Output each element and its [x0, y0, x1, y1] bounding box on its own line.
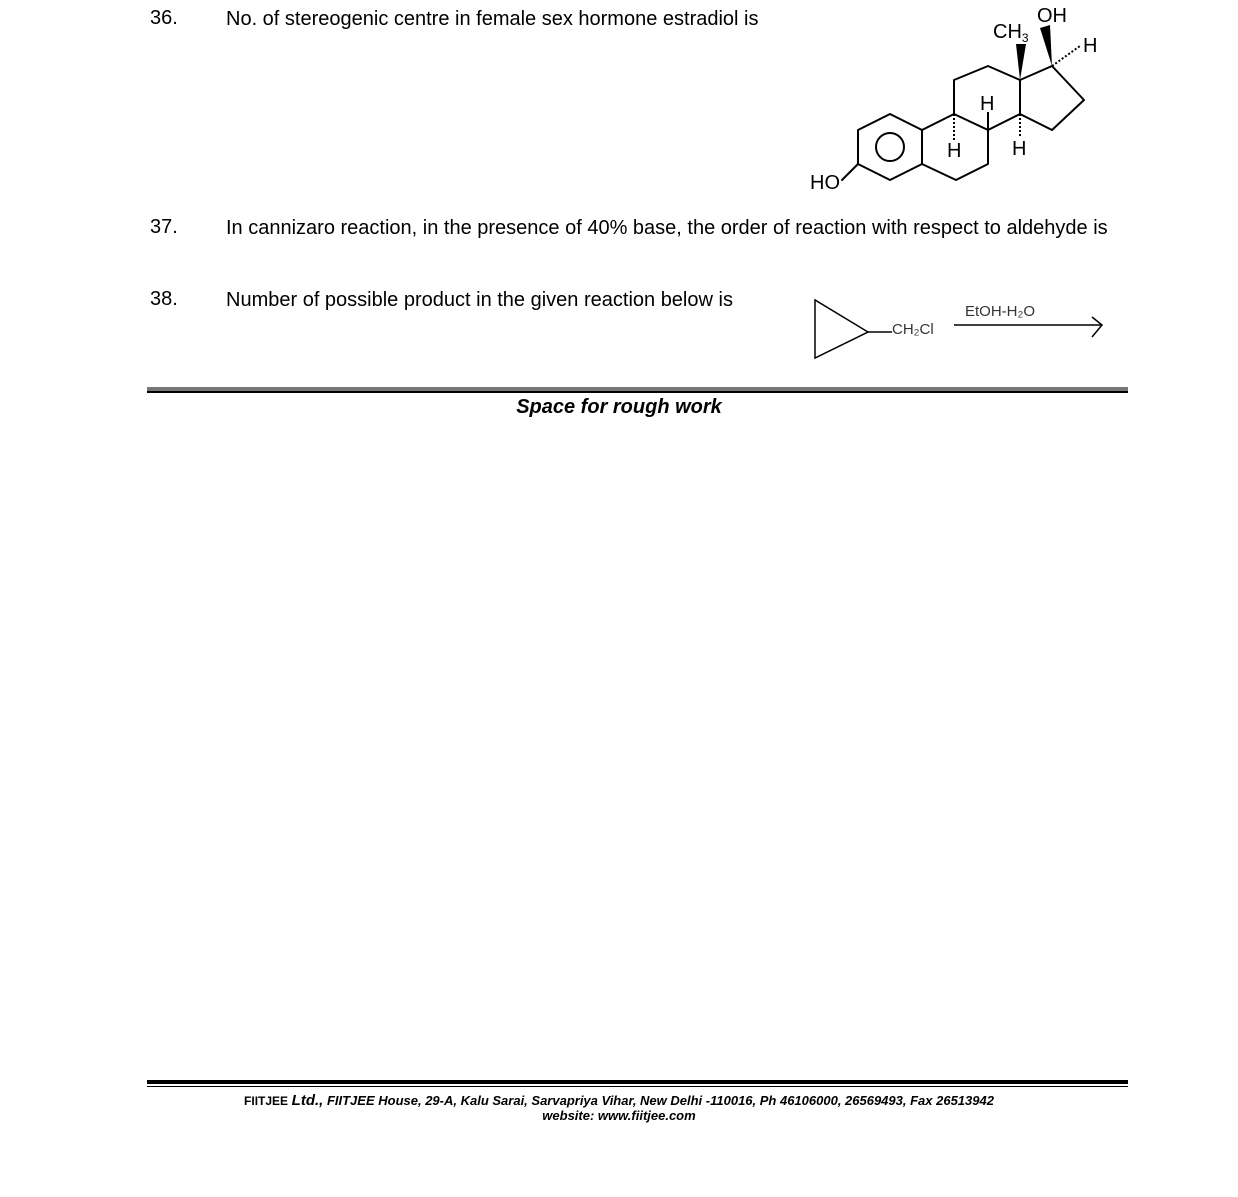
question-37-number: 37.	[150, 216, 178, 238]
footer-address: FIITJEE House, 29-A, Kalu Sarai, Sarvapriya Vihar, New Delhi -110016, Ph 46106000, 26569493, Fax 26513942	[326, 1093, 994, 1108]
question-37-text: In cannizaro reaction, in the presence of 40% base, the order of reaction with respect to aldehyde is	[226, 217, 1108, 239]
ho-label: HO	[810, 172, 840, 194]
footer-divider-thin	[147, 1086, 1128, 1087]
footer-website: website: www.fiitjee.com	[542, 1108, 696, 1123]
estradiol-structure	[800, 0, 1120, 200]
footer-brand: FIITJEE	[244, 1094, 289, 1108]
reagent-label: EtOH-H₂O	[965, 303, 1035, 320]
question-36-number: 36.	[150, 7, 178, 29]
h-label-17: H	[1083, 35, 1098, 57]
ch3-label: $CH_3$	[993, 21, 1029, 45]
footer-divider	[147, 1080, 1128, 1084]
cyclopropane-ring	[815, 300, 868, 358]
ch3-wedge	[1016, 44, 1026, 80]
h-label-14: H	[1012, 138, 1027, 160]
reaction-scheme	[800, 290, 1120, 370]
question-38-number: 38.	[150, 288, 178, 310]
question-36-text: No. of stereogenic centre in female sex hormone estradiol is	[226, 8, 759, 30]
ch2cl-label: CH₂Cl	[892, 321, 934, 338]
footer-address-line	[0, 1092, 1238, 1109]
oh-wedge	[1040, 25, 1052, 66]
section-divider-line	[147, 391, 1128, 393]
question-38-text: Number of possible product in the given reaction below is	[226, 289, 733, 311]
rough-work-heading: Space for rough work	[516, 396, 722, 418]
oh-label: OH	[1037, 5, 1067, 27]
h-label-9: H	[947, 140, 962, 162]
footer-ltd: Ltd.,	[291, 1092, 324, 1109]
h-label-8: H	[980, 93, 995, 115]
